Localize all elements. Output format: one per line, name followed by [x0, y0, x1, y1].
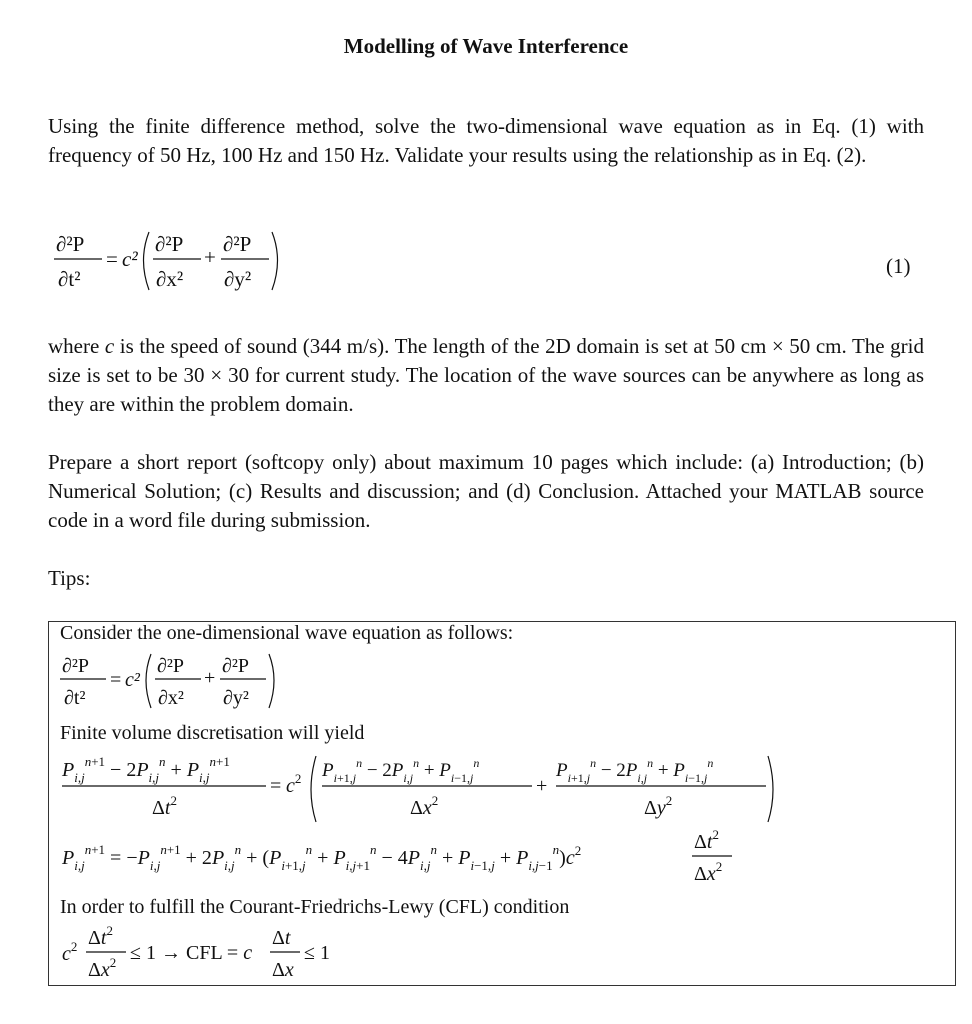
cfl-condition	[60, 923, 380, 986]
equation-number: (1)	[886, 254, 911, 278]
term1-numerator: ∂²P	[155, 232, 184, 256]
svg-text:∂t²: ∂t²	[64, 687, 86, 709]
svg-text:≤ 1 → CFL = c: ≤ 1 → CFL = c	[130, 942, 253, 964]
svg-text:Δy2: $\Delta y^2$	[644, 793, 673, 819]
svg-text:∂²P: ∂²P	[157, 655, 185, 677]
tips-line-1: Consider the one-dimensional wave equation as follows:	[60, 622, 514, 644]
domain-paragraph: where c is the speed of sound (344 m/s). The length of the 2D domain is set at 50 cm × 50 cm. The grid size is set to be 30 × 30 for current study. The location of the wave sources can be anywhere as long as they are within the problem domain.	[48, 334, 924, 416]
svg-text:Pi,jn+1 = −Pi,jn+1 + 2Pi,jn +: $P_{i,j}^n+1 = -P_{i,j}^n+1 + 2P_{i,j}^n + (P_i+1,j^n + P_{i,j}+1^n - 4P_{i,j}^n + P_i-1,j + P_{i,j}-1^n)c^2$	[62, 842, 582, 873]
tips-line-3: In order to fulfill the Courant-Friedrichs-Lewy (CFL) condition	[60, 896, 570, 918]
term2-denominator: ∂y²	[224, 267, 252, 291]
intro-paragraph: Using the finite difference method, solve the two-dimensional wave equation as in Eq. (1) with frequency of 50 Hz, 100 Hz and 150 Hz. Validate your results using the relationship as in Eq. (2).	[48, 114, 924, 167]
tips-label: Tips:	[48, 566, 91, 590]
report-paragraph: Prepare a short report (softcopy only) about maximum 10 pages which include: (a) Introduction; (b) Numerical Solution; (c) Results and discussion; and (d) Conclusion. Attached your MATLAB source code in a word file during submission.	[48, 450, 924, 532]
svg-text:+: +	[536, 775, 548, 797]
svg-text:Pi+1,jn − 2Pi,jn + Pi−1,jn: $P_i+1,j^n - 2P_{i,j}^n + P_i-1,j^n$	[556, 756, 714, 785]
svg-text:Δx2: $\Delta x^2$	[88, 955, 117, 981]
page-title: Modelling of Wave Interference	[343, 34, 629, 58]
tips-wave-equation	[58, 650, 298, 720]
svg-text:≤ 1: ≤ 1	[304, 942, 330, 964]
term1-denominator: ∂x²	[156, 267, 184, 291]
svg-text:=: =	[110, 669, 122, 691]
svg-text:c²: c²	[125, 669, 140, 691]
svg-text:Pi,jn+1 − 2Pi,jn + Pi,jn+1: $P_{i,j}^n+1 - 2P_{i,j}^n + P_{i,j}^n+1$	[62, 754, 230, 785]
svg-text:Δx: Δx	[272, 959, 294, 981]
right-paren	[272, 232, 278, 290]
svg-text:Δt2: $\Delta t^2$	[152, 793, 177, 819]
svg-text:Δx2: $\Delta x^2$	[410, 793, 439, 819]
svg-text:Δt2: $\Delta t^2$	[694, 827, 719, 853]
wave-equation-1	[50, 226, 290, 306]
discretisation-equation	[60, 750, 780, 830]
term2-numerator: ∂²P	[223, 232, 252, 256]
svg-text:Δx2: $\Delta x^2$	[694, 859, 723, 885]
tips-line-2: Finite volume discretisation will yield	[60, 722, 365, 744]
left-paren	[144, 232, 150, 290]
svg-text:∂y²: ∂y²	[223, 687, 249, 709]
svg-text:Pi+1,jn − 2Pi,jn + Pi−1,jn: $P_i+1,j^n - 2P_{i,j}^n + P_i-1,j^n$	[322, 756, 480, 785]
svg-text:c2: $c^2$	[62, 939, 78, 965]
c-squared: c²	[122, 247, 138, 271]
lhs-numerator: ∂²P	[56, 232, 85, 256]
lhs-denominator: ∂t²	[58, 267, 81, 291]
svg-text:∂x²: ∂x²	[158, 687, 184, 709]
svg-text:c2: $c^2$	[286, 771, 302, 797]
plus-sign: +	[204, 245, 216, 269]
svg-text:+: +	[204, 667, 216, 689]
svg-text:∂²P: ∂²P	[222, 655, 250, 677]
svg-text:Δt: Δt	[272, 927, 291, 949]
svg-text:Δt2: $\Delta t^2$	[88, 923, 113, 949]
svg-text:=: =	[270, 775, 282, 797]
svg-text:∂²P: ∂²P	[62, 655, 90, 677]
equals-sign: =	[106, 247, 118, 271]
update-equation	[60, 827, 760, 896]
